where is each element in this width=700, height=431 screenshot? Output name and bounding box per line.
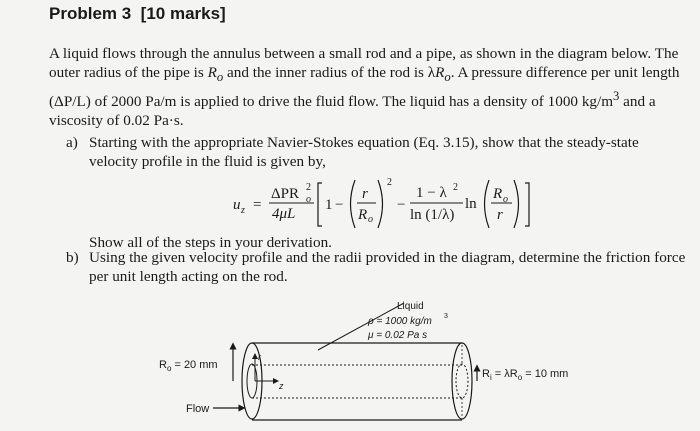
eq-frac3-denominator: r	[497, 207, 503, 223]
problem-marks: [10 marks]	[140, 4, 226, 23]
eq-one: 1	[325, 197, 333, 213]
eq-minus-2: −	[397, 197, 406, 213]
eq-minus-1: −	[335, 197, 344, 213]
flow-label: Flow	[186, 403, 210, 415]
intro-text-3: . A pressure difference per unit length (ΔP/L) of 2000 Pa/m is applied to drive the fluid flow. The liquid has a density of 1000 kg/m	[49, 64, 680, 111]
eq-coef-superscript: 2	[306, 182, 311, 193]
eq-velocity-symbol: u	[233, 197, 241, 213]
density-exponent: 3	[613, 89, 620, 104]
part-a-label: a)	[66, 134, 78, 151]
eq-coef-numerator: ΔPR	[271, 186, 299, 202]
eq-coef-subscript: o	[306, 194, 311, 205]
eq-square-exponent: 2	[387, 177, 392, 188]
part-b-label: b)	[66, 249, 79, 266]
eq-frac2-numerator: 1 − λ	[416, 185, 447, 201]
r-axis-label: r	[258, 352, 261, 362]
outer-radius-label: $R_o = 20$ mm	[159, 359, 218, 373]
eq-coef-denominator: 4μL	[272, 206, 296, 222]
liquid-label: Liquid	[397, 301, 424, 312]
eq-frac3-numerator: R	[493, 186, 503, 202]
eq-velocity-subscript: z	[241, 205, 245, 216]
outer-radius-symbol: R	[207, 64, 217, 81]
eq-frac1-denominator: R	[358, 207, 368, 223]
density-label: ρ = 1000 kg/m	[368, 316, 432, 327]
intro-text-2: and the inner radius of the rod is	[223, 64, 428, 81]
density-exponent-label: 3	[444, 313, 448, 320]
intro-text-4: and a viscosity of 0.02 Pa·s.	[49, 93, 656, 130]
eq-frac2-denominator: ln (1/λ)	[410, 207, 455, 223]
eq-frac1-numerator: r	[362, 186, 368, 202]
inner-radius-label: $R_i = \lambda R_o = 10$ mm	[482, 368, 569, 382]
part-b-text: Using the given velocity profile and the radii provided in the diagram, determine the friction force per unit length acting on the rod.	[89, 249, 686, 285]
eq-frac1-subscript: o	[368, 214, 373, 225]
show-steps-text: Show all of the steps in your derivation.	[89, 234, 332, 251]
eq-ln: ln	[465, 196, 477, 212]
eq-frac3-subscript: o	[503, 194, 508, 205]
inner-radius-subscript: o	[444, 70, 451, 85]
viscosity-label: μ = 0.02 Pa s	[368, 330, 428, 341]
eq-frac2-superscript: 2	[453, 182, 458, 193]
part-a-text: Starting with the appropriate Navier-Stokes equation (Eq. 3.15), show that the steady-state velocity profile in the fluid is given by,	[89, 134, 639, 170]
intro-text-1: A liquid flows through the annulus between a small rod and a pipe, as shown in the diagram below. The outer radius of the pipe is	[49, 45, 679, 81]
problem-number: Problem 3	[49, 4, 132, 23]
lambda-symbol: λ	[427, 64, 436, 81]
outer-radius-subscript: o	[216, 70, 224, 85]
z-axis-label: z	[279, 381, 284, 391]
eq-equals: =	[253, 197, 262, 213]
inner-radius-symbol: R	[435, 64, 445, 81]
